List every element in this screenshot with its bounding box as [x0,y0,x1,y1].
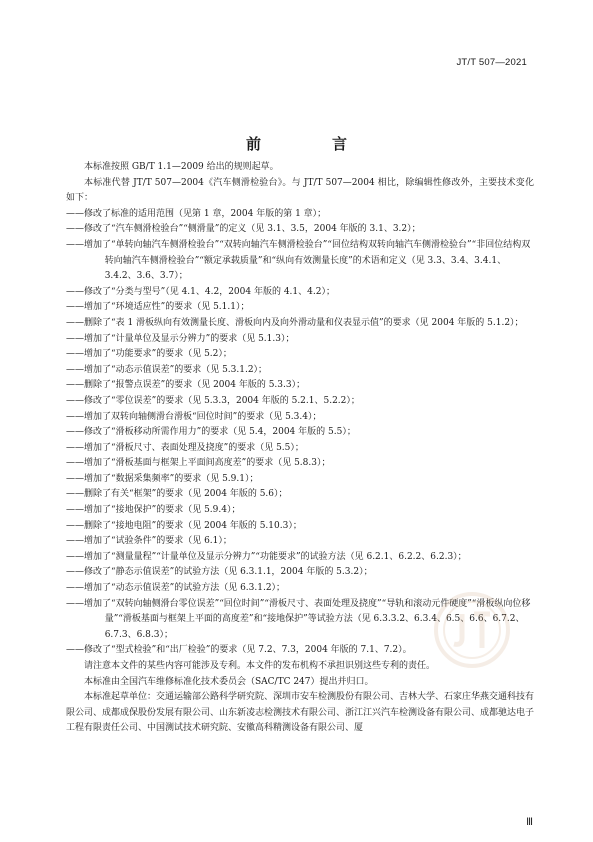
change-list-item: ——增加了“滑板尺寸、表面处理及挠度”的要求（见 5.5）； [66,442,304,453]
change-list-item: ——增加了“数据采集频率”的要求（见 5.9.1）； [66,473,259,484]
paragraph-proposer: 本标准由全国汽车维修标准化技术委员会（SAC/TC 247）提出并归口。 [84,676,374,687]
change-list-item: ——删除了“表 1 滑板纵向有效测量长度、滑板向内及向外滑动量和仪表显示值”的要求（见 2004 年版的 5.1.2）； [66,317,524,328]
change-list-item: ——修改了“型式检验”和“出厂检验”的要求（见 7.2、7.3，2004 年版的 7.1、7.2）。 [66,645,412,656]
change-list-item: ——增加了“测量量程”“计量单位及显示分辨力”“功能要求”的试验方法（见 6.2.1、6.2.2、6.2.3）； [66,551,467,562]
change-list-item: ——删除了“接地电阻”的要求（见 2004 年版的 5.10.3）； [66,520,302,531]
change-list-item: ——增加了“试验条件”的要求（见 6.1）； [66,536,232,547]
change-list-item: ——增加了“双转向轴侧滑台零位误差”“回位时间”“滑板尺寸、表面处理及挠度”“导轨和滚动元件硬度”“滑板纵向位移量”“滑板基面与框架上平面的高度差”和“接地保护”等试验方法（见 6.3.3.2、6.3.4、6.5、6.6、6.7.2、6.7.3、6.8.3）； [66,598,531,640]
paragraph-replacement: 本标准代替 JT/T 507—2004《汽车侧滑检验台》。与 JT/T 507—2004 相比，除编辑性修改外，主要技术变化如下： [66,177,534,204]
change-list-item: ——增加了“单转向轴汽车侧滑检验台”“双转向轴汽车侧滑检验台”“回位结构双转向轴汽车侧滑检验台”“非回位结构双转向轴汽车侧滑检验台”“额定承载质量”和“纵向有效测量长度”的术语和定义（见 3.3、3.4、3.4.1、3.4.2、3.6、3.7）； [66,239,531,282]
change-list-item: ——修改了“零位误差”的要求（见 5.3.3，2004 年版的 5.2.1、5.2.2）； [66,395,360,406]
change-list-item: ——修改了“静态示值误差”的试验方法（见 6.3.1.1，2004 年版的 5.3.2）； [66,567,373,578]
change-list-item: ——删除了有关“框架”的要求（见 2004 年版的 5.6）； [66,489,288,500]
paragraph-drafting-rule: 本标准按照 GB/T 1.1—2009 给出的规则起草。 [84,162,279,172]
jt-seal-icon [432,590,512,670]
change-list-item: ——增加了“功能要求”的要求（见 5.2）； [66,349,232,360]
change-list-item: ——增加了“动态示值误差”的试验方法（见 6.3.1.2）； [66,583,286,594]
page-number: Ⅲ [526,817,533,828]
page-title: 前 言 [245,135,375,153]
change-list-item: ——修改了“滑板移动所需作用力”的要求（见 5.4，2004 年版的 5.5）； [66,427,356,438]
change-list-item: ——修改了标准的适用范围（见第 1 章，2004 年版的第 1 章）； [66,208,327,219]
paragraph-patent-notice: 请注意本文件的某些内容可能涉及专利。本文件的发布机构不承担识别这些专利的责任。 [84,661,436,671]
change-list-item: ——增加了双转向轴侧滑台滑板“回位时间”的要求（见 5.3.4）； [66,411,322,422]
change-list-item: ——增加了“计量单位及显示分辨力”的要求（见 5.1.3）； [66,333,295,344]
change-list-item: ——增加了“接地保护”的要求（见 5.9.4）； [66,505,241,516]
paragraph-drafting-units: 本标准起草单位：交通运输部公路科学研究院、深圳市安车检测股份有限公司、吉林大学、石家庄华燕交通科技有限公司、成都成保股份发展有限公司、山东新凌志检测技术有限公司、浙江江兴汽车检测设备有限公司、成都驰达电子工程有限责任公司、中国测试技术研究院、安徽高科精测设备有限公司、厦 [66,692,535,734]
change-list-item: ——增加了“动态示值误差”的要求（见 5.3.1.2）； [66,364,268,375]
change-list-item: ——增加了“滑板基面与框架上平面间高度差”的要求（见 5.8.3）； [66,458,331,469]
change-list-item: ——修改了“汽车侧滑检验台”“侧滑量”的定义（见 3.1、3.5，2004 年版的 3.1、3.2）； [66,224,421,235]
change-list-item: ——增加了“环境适应性”的要求（见 5.1.1）； [66,302,250,313]
change-list-item: ——修改了“分类与型号”（见 4.1、4.2，2004 年版的 4.1、4.2）； [66,286,335,297]
standard-code: JT/T 507—2021 [456,57,527,68]
change-list-item: ——删除了“报警点误差”的要求（见 2004 年版的 5.3.3）； [66,380,306,391]
